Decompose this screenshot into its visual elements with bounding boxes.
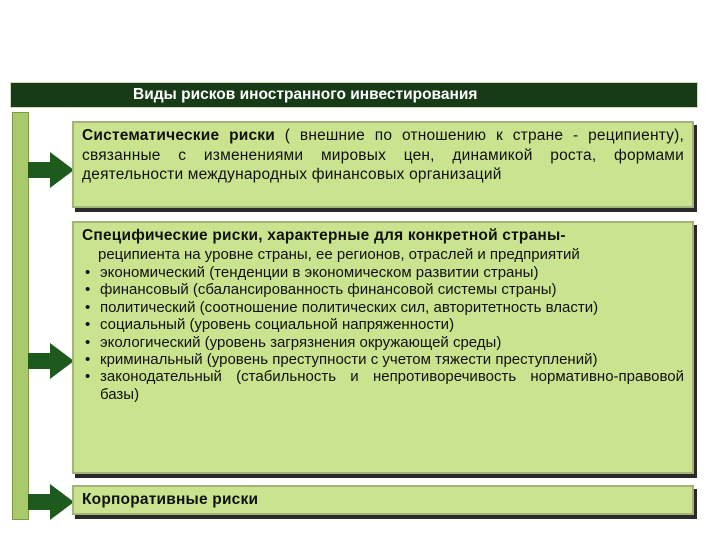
systematic-risks-heading: Систематические риски (82, 127, 275, 144)
arrow-right-icon (28, 152, 74, 188)
specific-risks-heading-rest: , характерные для конкретной страны- (258, 227, 566, 244)
list-item: • экологический (уровень загрязнения окружающей среды) (100, 334, 684, 351)
arrow-right-icon (28, 343, 74, 379)
systematic-risks-text (82, 126, 684, 185)
specific-risks-heading: Специфические риски (82, 227, 259, 244)
corporate-risks-heading: Корпоративные риски (82, 491, 259, 508)
diagram-title-bar (10, 82, 698, 108)
specific-risks-list (82, 264, 684, 403)
systematic-risks-description: ( внешние по отношению к стране - реципиенту), связанные с изменениями мировых цен, динамикой роста, формами деятельности международных финансовых организаций (82, 127, 685, 183)
corporate-risks-box (72, 485, 694, 515)
arrow-right-icon (28, 484, 74, 520)
list-item: • социальный (уровень социальной напряженности) (100, 316, 684, 333)
list-item: • криминальный (уровень преступности с учетом тяжести преступлений) (100, 351, 684, 368)
systematic-risks-box (72, 121, 694, 208)
list-item: • политический (соотношение политических сил, авторитетность власти) (100, 299, 684, 316)
specific-risks-heading-line (82, 226, 684, 246)
specific-risks-box (72, 221, 694, 474)
list-item: • финансовый (сбалансированность финансовой системы страны) (100, 281, 684, 298)
diagram-title: Виды рисков иностранного инвестирования (133, 86, 478, 103)
list-item: • законодательный (стабильность и непротиворечивость нормативно-правовой базы) (100, 368, 684, 403)
specific-risks-subtitle: реципиента на уровне страны, ее регионов, отраслей и предприятий (98, 245, 580, 263)
left-connector-bar (12, 112, 29, 520)
list-item: • экономический (тенденции в экономическом развитии страны) (100, 264, 684, 281)
